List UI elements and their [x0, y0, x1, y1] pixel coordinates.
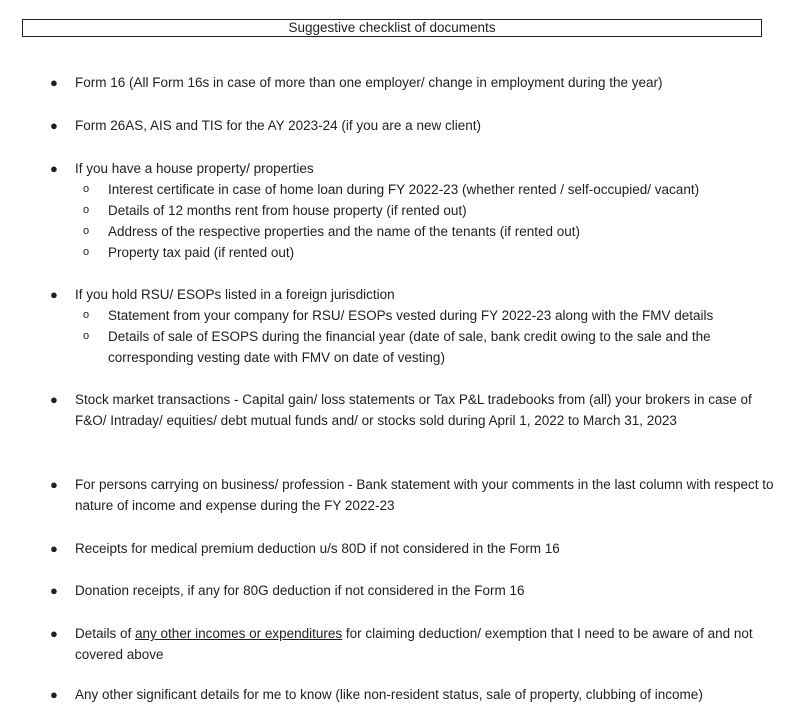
list-item	[50, 284, 775, 382]
bullet-icon: ●	[50, 626, 58, 641]
document-title: Suggestive checklist of documents	[22, 19, 762, 37]
list-item	[50, 474, 775, 516]
sub-list-item	[75, 179, 775, 200]
bullet-icon: ●	[50, 161, 58, 176]
sub-list-item-text: Statement from your company for RSU/ ESOPs vested during FY 2022-23 along with the FMV details	[108, 308, 714, 323]
sub-list-item	[75, 242, 775, 263]
list-item-text: If you have a house property/ properties	[75, 161, 314, 176]
list-item	[50, 158, 775, 277]
circle-bullet-icon: o	[83, 183, 90, 195]
circle-bullet-icon: o	[83, 204, 90, 216]
sub-list-item-text: Interest certificate in case of home loan during FY 2022-23 (whether rented / self-occupied/ vacant)	[108, 182, 700, 197]
list-item	[50, 684, 775, 705]
sub-list-item	[75, 221, 775, 242]
list-item-text: Any other significant details for me to know (like non-resident status, sale of property, clubbing of income)	[75, 687, 703, 702]
underlined-phrase: any other incomes or expenditures	[135, 626, 343, 641]
list-item-text	[75, 623, 775, 665]
list-item	[50, 389, 775, 431]
list-item-text: For persons carrying on business/ profession - Bank statement with your comments in the last column with respect to nature of income and expense during the FY 2022-23	[75, 477, 774, 513]
circle-bullet-icon: o	[83, 225, 90, 237]
sub-list-item-text: Address of the respective properties and the name of the tenants (if rented out)	[108, 224, 581, 239]
sub-list-item	[75, 326, 775, 368]
sub-list	[75, 179, 775, 263]
sub-list	[75, 305, 775, 368]
list-item	[50, 72, 775, 93]
circle-bullet-icon: o	[83, 330, 90, 342]
list-item	[50, 580, 775, 601]
list-item-text: Form 26AS, AIS and TIS for the AY 2023-24 (if you are a new client)	[75, 118, 481, 133]
bullet-icon: ●	[50, 477, 58, 492]
list-item-text: Form 16 (All Form 16s in case of more than one employer/ change in employment during the year)	[75, 75, 663, 90]
bullet-icon: ●	[50, 541, 58, 556]
sub-list-item	[75, 305, 775, 326]
circle-bullet-icon: o	[83, 309, 90, 321]
bullet-icon: ●	[50, 583, 58, 598]
sub-list-item	[75, 200, 775, 221]
list-item	[50, 623, 775, 665]
bullet-icon: ●	[50, 75, 58, 90]
list-item	[50, 538, 775, 559]
circle-bullet-icon: o	[83, 246, 90, 258]
list-item-text: Stock market transactions - Capital gain/ loss statements or Tax P&L tradebooks from (all) your brokers in case of F&O/ Intraday/ equities/ debt mutual funds and/ or stocks sold during April 1, 2022 to March 31, 2023	[75, 392, 752, 428]
list-item-text-after: for claiming deduction/ exemption that I need to be aware of and not covered above	[75, 626, 753, 662]
list-item-text: Donation receipts, if any for 80G deduction if not considered in the Form 16	[75, 583, 525, 598]
list-item	[50, 115, 775, 136]
bullet-icon: ●	[50, 118, 58, 133]
list-item-text: If you hold RSU/ ESOPs listed in a foreign jurisdiction	[75, 287, 395, 302]
sub-list-item-text: Details of sale of ESOPS during the financial year (date of sale, bank credit owing to the sale and the corresponding vesting date with FMV on date of vesting)	[108, 329, 711, 365]
list-item-text-before: Details of	[75, 626, 136, 641]
bullet-icon: ●	[50, 287, 58, 302]
sub-list-item-text: Property tax paid (if rented out)	[108, 245, 295, 260]
bullet-icon: ●	[50, 687, 58, 702]
list-item-text: Receipts for medical premium deduction u/s 80D if not considered in the Form 16	[75, 541, 560, 556]
bullet-icon: ●	[50, 392, 58, 407]
sub-list-item-text: Details of 12 months rent from house property (if rented out)	[108, 203, 467, 218]
